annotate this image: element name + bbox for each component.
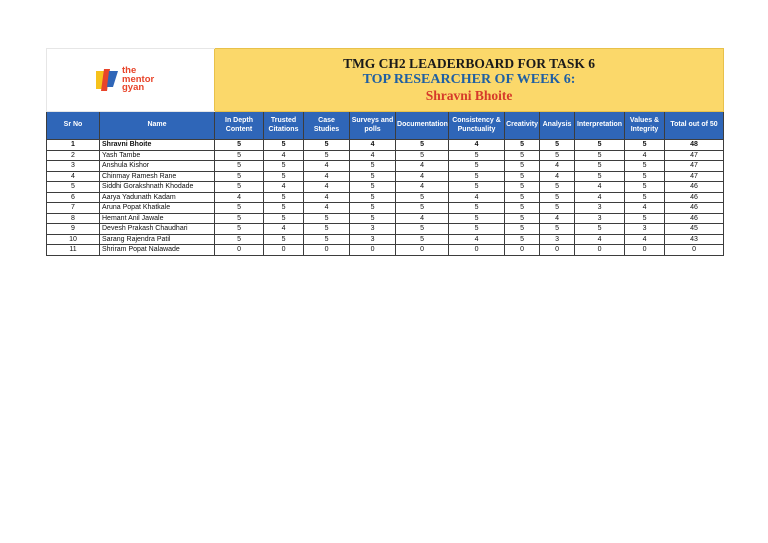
score-cell: 4 [625,234,665,245]
table-row [47,203,724,214]
table-row [47,192,724,203]
name-cell: Chinmay Ramesh Rane [100,171,215,182]
score-cell: 0 [575,245,625,256]
rank-cell: 1 [47,140,100,151]
score-cell: 5 [575,224,625,235]
column-header: Documentation [396,112,449,140]
score-cell: 5 [505,161,540,172]
top-researcher-label: TOP RESEARCHER OF WEEK 6: [362,71,576,87]
column-header: Trusted Citations [264,112,304,140]
table-row [47,234,724,245]
score-cell: 4 [540,213,575,224]
score-cell: 3 [575,203,625,214]
leaderboard-title: TMG CH2 LEADERBOARD FOR TASK 6 [343,55,595,71]
score-cell: 5 [540,192,575,203]
score-cell: 5 [396,140,449,151]
score-cell: 5 [625,213,665,224]
score-cell: 5 [505,234,540,245]
score-cell: 5 [304,150,350,161]
score-cell: 4 [350,140,396,151]
score-cell: 43 [665,234,724,245]
score-cell: 4 [304,203,350,214]
table-row [47,140,724,151]
column-header: Values & Integrity [625,112,665,140]
score-cell: 5 [264,171,304,182]
score-cell: 5 [625,161,665,172]
score-cell: 46 [665,182,724,193]
score-cell: 5 [350,182,396,193]
table-row [47,161,724,172]
rank-cell: 5 [47,182,100,193]
score-cell: 5 [396,224,449,235]
score-cell: 5 [215,171,264,182]
score-cell: 4 [540,171,575,182]
score-cell: 5 [540,140,575,151]
rank-cell: 3 [47,161,100,172]
score-cell: 5 [396,234,449,245]
score-cell: 5 [505,171,540,182]
score-cell: 5 [625,171,665,182]
score-cell: 5 [540,203,575,214]
score-cell: 0 [665,245,724,256]
score-cell: 4 [625,150,665,161]
score-cell: 5 [350,192,396,203]
logo-word-mentor: mentor [122,73,155,85]
score-cell: 0 [396,245,449,256]
leaderboard-table [46,48,724,256]
score-cell: 5 [215,213,264,224]
leaderboard-sheet [46,48,723,256]
score-cell: 5 [505,213,540,224]
score-cell: 0 [540,245,575,256]
score-cell: 5 [540,224,575,235]
score-cell: 4 [215,192,264,203]
score-cell: 5 [215,150,264,161]
score-cell: 5 [449,161,505,172]
column-header: Total out of 50 [665,112,724,140]
score-cell: 5 [215,140,264,151]
name-cell: Anshula Kishor [100,161,215,172]
name-cell: Hemant Anil Jawale [100,213,215,224]
score-cell: 47 [665,161,724,172]
name-cell: Shriram Popat Nalawade [100,245,215,256]
name-cell: Aarya Yadunath Kadam [100,192,215,203]
table-body [47,140,724,256]
score-cell: 46 [665,213,724,224]
score-cell: 5 [449,171,505,182]
score-cell: 4 [396,171,449,182]
score-cell: 4 [396,213,449,224]
score-cell: 45 [665,224,724,235]
score-cell: 4 [449,140,505,151]
rank-cell: 6 [47,192,100,203]
score-cell: 5 [449,203,505,214]
name-cell: Sarang Rajendra Patil [100,234,215,245]
column-header: Name [100,112,215,140]
score-cell: 0 [304,245,350,256]
score-cell: 5 [215,161,264,172]
column-header: Analysis [540,112,575,140]
column-header: Surveys and polls [350,112,396,140]
score-cell: 47 [665,150,724,161]
score-cell: 5 [215,182,264,193]
score-cell: 5 [449,224,505,235]
score-cell: 5 [575,140,625,151]
rank-cell: 4 [47,171,100,182]
score-cell: 5 [540,182,575,193]
score-cell: 5 [396,150,449,161]
score-cell: 5 [304,224,350,235]
logo-wordmark [122,67,154,93]
score-cell: 5 [350,213,396,224]
score-cell: 47 [665,171,724,182]
score-cell: 4 [625,203,665,214]
score-cell: 4 [350,150,396,161]
logo-cell [47,49,215,112]
score-cell: 46 [665,203,724,214]
score-cell: 5 [215,203,264,214]
score-cell: 5 [264,203,304,214]
score-cell: 4 [304,192,350,203]
score-cell: 4 [449,234,505,245]
score-cell: 5 [449,150,505,161]
score-cell: 0 [215,245,264,256]
score-cell: 5 [215,224,264,235]
score-cell: 4 [449,192,505,203]
score-cell: 3 [575,213,625,224]
score-cell: 5 [264,161,304,172]
table-row [47,171,724,182]
score-cell: 5 [264,192,304,203]
rank-cell: 8 [47,213,100,224]
score-cell: 46 [665,192,724,203]
score-cell: 4 [264,224,304,235]
top-researcher-name: Shravni Bhoite [425,88,513,104]
score-cell: 3 [350,234,396,245]
name-cell: Devesh Prakash Chaudhari [100,224,215,235]
score-cell: 5 [396,203,449,214]
column-header: Sr No [47,112,100,140]
logo-word-gyan: gyan [122,82,145,94]
score-cell: 0 [264,245,304,256]
score-cell: 4 [396,161,449,172]
rank-cell: 2 [47,150,100,161]
rank-cell: 10 [47,234,100,245]
score-cell: 5 [215,234,264,245]
table-row [47,213,724,224]
score-cell: 5 [304,213,350,224]
score-cell: 5 [575,171,625,182]
column-header: Consistency & Punctuality [449,112,505,140]
score-cell: 4 [264,182,304,193]
score-cell: 5 [575,161,625,172]
score-cell: 5 [505,224,540,235]
rank-cell: 9 [47,224,100,235]
table-row [47,245,724,256]
score-cell: 4 [396,182,449,193]
score-cell: 4 [264,150,304,161]
column-header: Case Studies [304,112,350,140]
score-cell: 4 [304,171,350,182]
score-cell: 5 [350,203,396,214]
score-cell: 48 [665,140,724,151]
score-cell: 5 [625,140,665,151]
score-cell: 4 [575,234,625,245]
score-cell: 5 [264,234,304,245]
name-cell: Shravni Bhoite [100,140,215,151]
score-cell: 5 [625,182,665,193]
banner-row [47,49,724,112]
score-cell: 5 [449,213,505,224]
score-cell: 4 [304,161,350,172]
score-cell: 3 [350,224,396,235]
score-cell: 5 [264,213,304,224]
column-header: Interpretation [575,112,625,140]
score-cell: 5 [449,182,505,193]
score-cell: 5 [625,192,665,203]
the-mentor-gyan-logo [96,67,213,93]
score-cell: 5 [396,192,449,203]
score-cell: 3 [540,234,575,245]
score-cell: 5 [505,140,540,151]
rank-cell: 11 [47,245,100,256]
table-row [47,224,724,235]
score-cell: 5 [575,150,625,161]
score-cell: 5 [350,171,396,182]
column-header: In Depth Content [215,112,264,140]
score-cell: 0 [449,245,505,256]
rank-cell: 7 [47,203,100,214]
name-cell: Aruna Popat Khatkale [100,203,215,214]
score-cell: 5 [264,140,304,151]
score-cell: 5 [304,140,350,151]
score-cell: 0 [625,245,665,256]
banner-title-cell [215,49,724,112]
score-cell: 5 [505,150,540,161]
score-cell: 4 [540,161,575,172]
score-cell: 5 [505,182,540,193]
score-cell: 0 [505,245,540,256]
table-row [47,150,724,161]
table-row [47,182,724,193]
score-cell: 4 [304,182,350,193]
score-cell: 5 [505,203,540,214]
header-row [47,112,724,140]
score-cell: 5 [540,150,575,161]
score-cell: 5 [350,161,396,172]
column-header: Creativity [505,112,540,140]
score-cell: 0 [350,245,396,256]
name-cell: Siddhi Gorakshnath Khodade [100,182,215,193]
score-cell: 3 [625,224,665,235]
logo-word-the: the [122,65,137,77]
score-cell: 4 [575,182,625,193]
logo-mark-icon [96,68,118,92]
score-cell: 5 [505,192,540,203]
score-cell: 4 [575,192,625,203]
score-cell: 5 [304,234,350,245]
name-cell: Yash Tambe [100,150,215,161]
